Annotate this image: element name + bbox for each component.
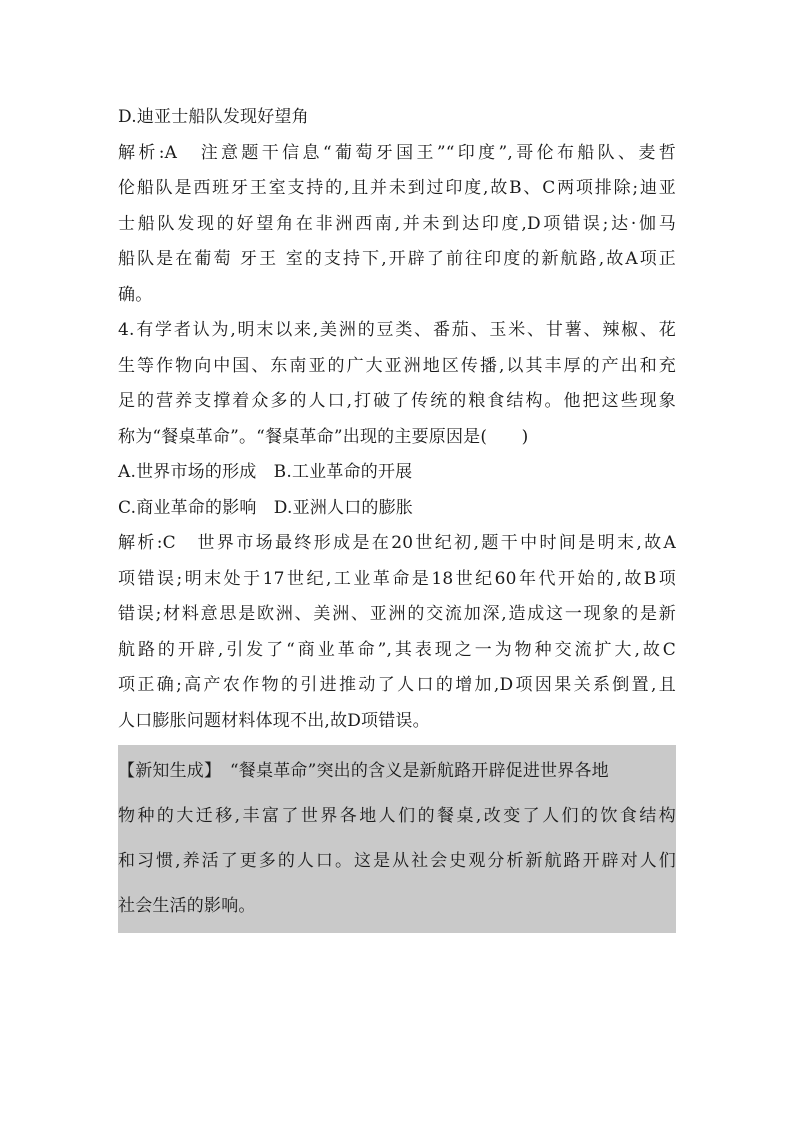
q3-analysis-line: 解析:A 注意题干信息“葡萄牙国王”“印度”,哥伦布船队、麦哲 <box>118 142 676 163</box>
new-knowledge-box <box>118 745 676 933</box>
q4-stem-line: 4.有学者认为,明末以来,美洲的豆类、番茄、玉米、甘薯、辣椒、花 <box>118 320 676 340</box>
q4-options-ab: A.世界市场的形成 B.工业革命的开展 <box>118 462 413 482</box>
q4-stem-line: 生等作物向中国、东南亚的广大亚洲地区传播,以其丰厚的产出和充 <box>118 355 676 376</box>
q3-option-d: D.迪亚士船队发现好望角 <box>118 107 309 127</box>
q3-analysis-line: 船队是在葡萄 牙王 室的支持下,开辟了前往印度的新航路,故A项正 <box>118 249 676 269</box>
tip-line: 社会生活的影响。 <box>118 896 256 916</box>
document-page <box>118 100 676 933</box>
tip-first-line <box>118 749 676 794</box>
q3-analysis-line: 确。 <box>118 284 153 305</box>
q4-analysis-line: 项错误;明末处于17世纪,工业革命是18世纪60年代开始的,故B项 <box>118 568 676 589</box>
q4-analysis-line: 解析:C 世界市场最终形成是在20世纪初,题干中时间是明末,故A <box>118 533 676 553</box>
tip-tag: 【新知生成】 <box>118 761 213 781</box>
tip-line: 物种的大迁移,丰富了世界各地人们的餐桌,改变了人们的饮食结构 <box>118 806 676 826</box>
q4-analysis-line: 人口膨胀问题材料体现不出,故D项错误。 <box>118 710 430 731</box>
tip-line: 和习惯,养活了更多的人口。这是从社会史观分析新航路开辟对人们 <box>118 851 676 871</box>
q3-analysis-line: 士船队发现的好望角在非洲西南,并未到达印度,D项错误;达·伽马 <box>118 213 676 234</box>
q4-stem-line: 足的营养支撑着众多的人口,打破了传统的粮食结构。他把这些现象 <box>118 391 676 411</box>
q4-analysis-line: 项正确;高产农作物的引进推动了人口的增加,D项因果关系倒置,且 <box>118 675 676 695</box>
q4-stem <box>118 313 676 455</box>
q4-stem-line: 称为“餐桌革命”。“餐桌革命”出现的主要原因是( ) <box>118 426 529 447</box>
q4-options-cd: C.商业革命的影响 D.亚洲人口的膨胀 <box>118 497 414 518</box>
q3-analysis-line: 伦船队是西班牙王室支持的,且并未到过印度,故B、C两项排除;迪亚 <box>118 178 676 198</box>
q4-analysis-line: 错误;材料意思是欧洲、美洲、亚洲的交流加深,造成这一现象的是新 <box>118 604 676 624</box>
tip-first-line-text: “餐桌革命”突出的含义是新航路开辟促进世界各地 <box>212 761 609 781</box>
q4-analysis-line: 航路的开辟,引发了“商业革命”,其表现之一为物种交流扩大,故C <box>118 639 676 660</box>
q3-analysis <box>118 136 676 314</box>
q4-analysis <box>118 526 676 739</box>
